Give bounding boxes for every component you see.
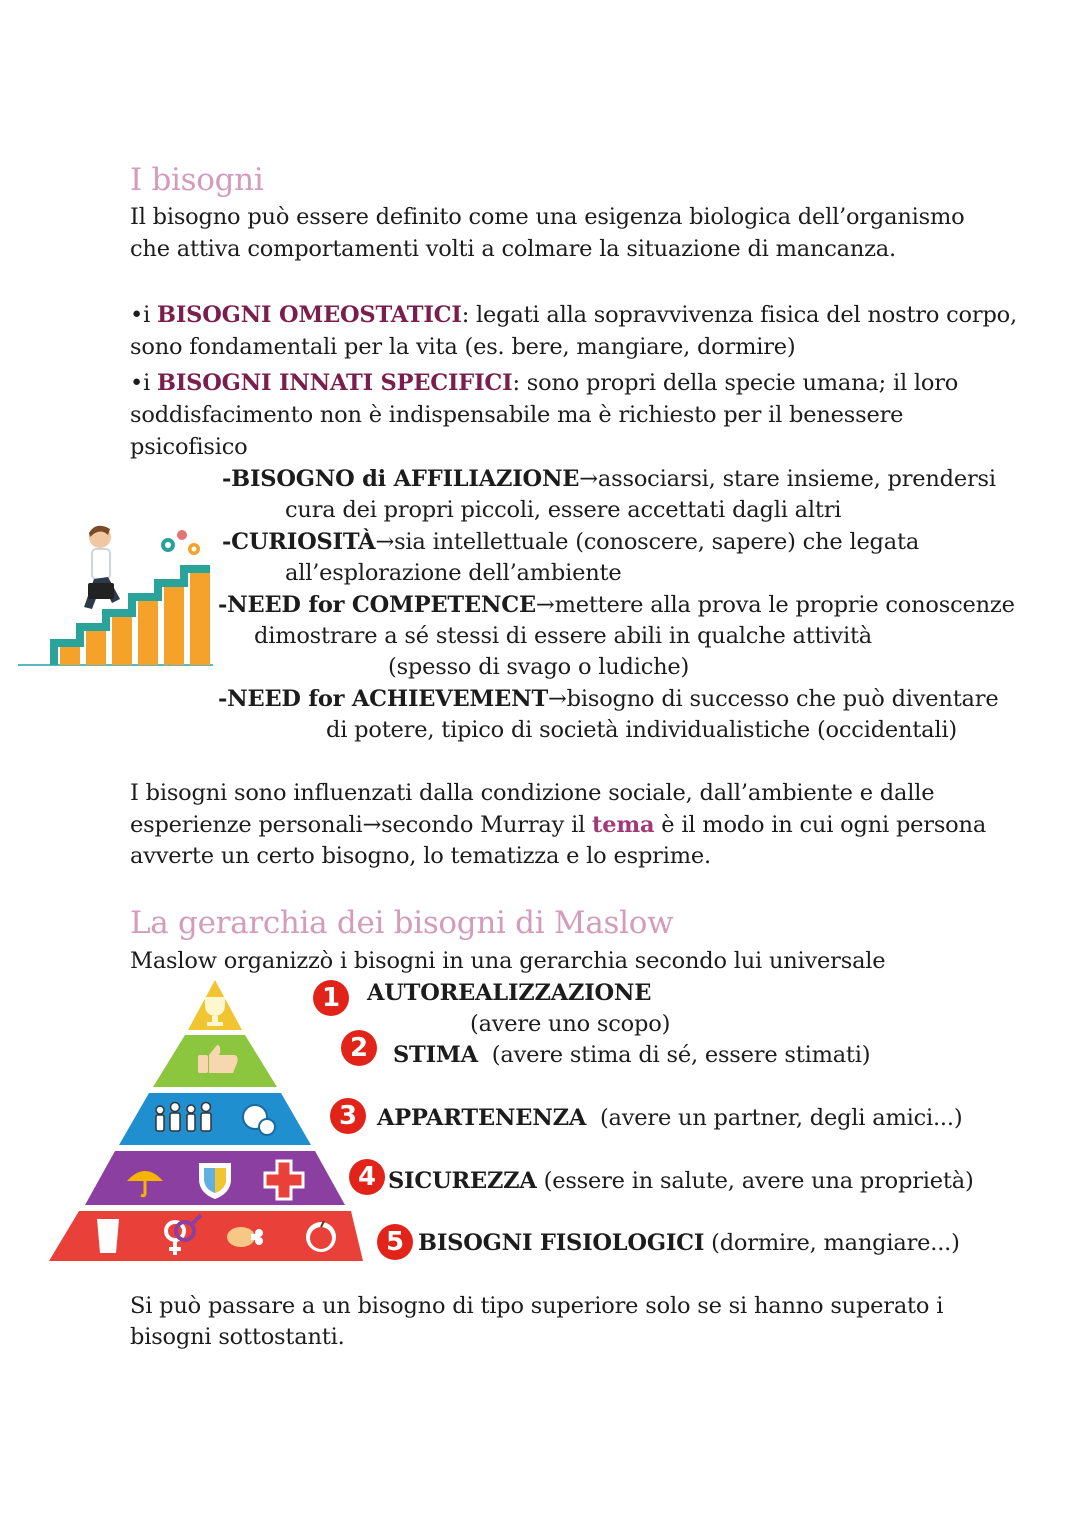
innati-text-1: : sono propri della specie umana; il loro (512, 370, 959, 396)
term-tema: tema (592, 812, 655, 838)
omeostatici-line-1 (130, 299, 1017, 331)
level-badge-2: 2 (341, 1030, 377, 1066)
influence-text-b: è il modo in cui ogni persona (654, 812, 987, 838)
competence-line (218, 589, 1015, 621)
gear-icon (161, 530, 200, 555)
level-badge-4: 4 (349, 1159, 385, 1195)
influence-line-3: avverte un certo bisogno, lo tematizza e lo esprime. (130, 843, 711, 869)
section-title-maslow: La gerarchia dei bisogni di Maslow (130, 905, 674, 941)
innati-line-1 (130, 367, 958, 399)
innati-line-2: soddisfacimento non è indispensabile ma è richiesto per il benessere (130, 402, 904, 428)
maslow-intro: Maslow organizzò i bisogni in una gerarchia secondo lui universale (130, 948, 886, 974)
level-desc-4: (essere in salute, avere una proprietà) (543, 1168, 974, 1194)
bar (190, 567, 210, 665)
competence-cont-1: dimostrare a sé stessi di essere abili in qualche attività (254, 623, 873, 649)
bar (138, 595, 158, 665)
term-innati: BISOGNI INNATI SPECIFICI (157, 370, 513, 396)
level-badge-5: 5 (377, 1224, 413, 1260)
curiosita-text: →sia intellettuale (conoscere, sapere) che legata (375, 529, 920, 555)
level-row-5 (418, 1227, 960, 1259)
level-desc-1: (avere uno scopo) (470, 1011, 671, 1037)
term-competence: -NEED for COMPETENCE (218, 592, 536, 618)
level-row-4 (388, 1165, 974, 1197)
affiliazione-text: →associarsi, stare insieme, prendersi (579, 466, 996, 492)
pyramid-level-3 (119, 1093, 311, 1145)
affiliazione-cont: cura dei propri piccoli, essere accettati dagli altri (285, 497, 842, 523)
intro-line-2: che attiva comportamenti volti a colmare la situazione di mancanza. (130, 236, 896, 262)
curiosita-cont: all’esplorazione dell’ambiente (285, 560, 622, 586)
affiliazione-line (222, 463, 996, 495)
stairs-illustration (18, 515, 218, 670)
influence-text-a: esperienze personali→secondo Murray il (130, 812, 593, 838)
section-title-bisogni: I bisogni (130, 162, 264, 198)
bar (112, 611, 132, 665)
briefcase-icon (88, 583, 114, 599)
chicken-icon (227, 1227, 263, 1247)
level-row-3 (377, 1102, 962, 1134)
level-desc-3: (avere un partner, degli amici...) (599, 1105, 963, 1131)
achievement-line (218, 683, 998, 715)
competence-cont-2: (spesso di svago o ludiche) (388, 654, 690, 680)
level-label-2: STIMA (393, 1042, 478, 1068)
influence-line-1: I bisogni sono influenzati dalla condizione sociale, dall’ambiente e dalle (130, 780, 935, 806)
level-badge-3: 3 (330, 1098, 366, 1134)
maslow-pyramid (45, 975, 375, 1265)
influence-line-2 (130, 809, 986, 841)
conclusion-line-1: Si può passare a un bisogno di tipo superiore solo se si hanno superato i (130, 1293, 944, 1319)
level-label-4: SICUREZZA (388, 1168, 537, 1194)
level-desc-5: (dormire, mangiare...) (711, 1230, 960, 1256)
intro-line-1: Il bisogno può essere definito come una esigenza biologica dell’organismo (130, 204, 965, 230)
level-badge-1: 1 (313, 980, 349, 1016)
omeostatici-line-2: sono fondamentali per la vita (es. bere, mangiare, dormire) (130, 334, 796, 360)
conclusion-line-2: bisogni sottostanti. (130, 1324, 345, 1350)
term-omeostatici: BISOGNI OMEOSTATICI (157, 302, 462, 328)
level-row-2 (393, 1039, 870, 1071)
level-label-3: APPARTENENZA (377, 1105, 587, 1131)
achievement-text: →bisogno di successo che può diventare (548, 686, 999, 712)
person-shirt (92, 549, 110, 579)
term-achievement: -NEED for ACHIEVEMENT (218, 686, 548, 712)
innati-line-3: psicofisico (130, 434, 248, 460)
competence-text: →mettere alla prova le proprie conoscenze (535, 592, 1015, 618)
term-curiosita: -CURIOSITÀ (222, 529, 376, 555)
curiosita-line (222, 526, 919, 558)
level-desc-2: (avere stima di sé, essere stimati) (491, 1042, 871, 1068)
glass-icon (97, 1219, 119, 1253)
level-label-5: BISOGNI FISIOLOGICI (418, 1230, 705, 1256)
omeostatici-text-1: : legati alla sopravvivenza fisica del nostro corpo, (461, 302, 1017, 328)
bar (164, 581, 184, 665)
bullet: •i (130, 302, 158, 328)
term-affiliazione: -BISOGNO di AFFILIAZIONE (222, 466, 580, 492)
bullet: •i (130, 370, 158, 396)
level-label-1: AUTOREALIZZAZIONE (367, 980, 652, 1006)
achievement-cont: di potere, tipico di società individualistiche (occidentali) (326, 717, 957, 743)
